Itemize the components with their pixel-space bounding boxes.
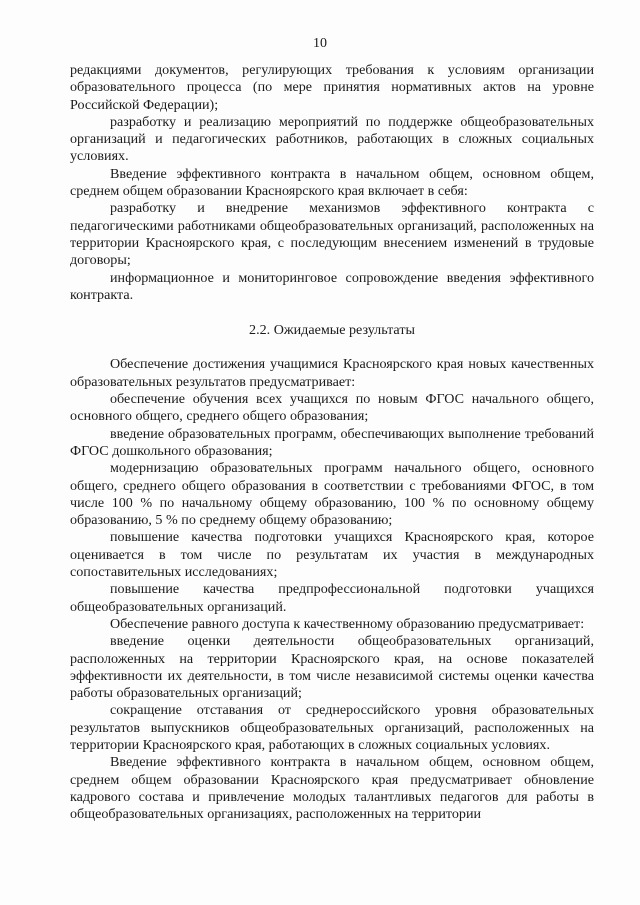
paragraph: обеспечение обучения всех учащихся по новым ФГОС начального общего, основного общего, среднего общего образования; (70, 391, 594, 425)
paragraph: сокращение отставания от среднероссийского уровня образовательных результатов выпускников общеобразовательных организаций, расположенных на территории Красноярского края, работающих в сложных социальных условиях. (70, 702, 594, 753)
paragraph: Введение эффективного контракта в начальном общем, основном общем, среднем общем образовании Красноярского края включает в себя: (70, 165, 594, 200)
document-body (70, 62, 594, 823)
paragraph: разработку и внедрение механизмов эффективного контракта с педагогическими работниками общеобразовательных организаций, расположенных на территории Красноярского края, с последующим внесением изменений в трудовые договоры; (70, 200, 594, 269)
paragraph: информационное и мониторинговое сопровождение введения эффективного контракта. (70, 269, 594, 303)
paragraph: разработку и реализацию мероприятий по поддержке общеобразовательных организаций и педагогических работников, работающих в сложных социальных условиях. (70, 113, 594, 165)
paragraph: редакциями документов, регулирующих требования к условиям организации образовательного процесса (по мере принятия нормативных актов на уровне Российской Федерации); (70, 62, 594, 113)
paragraph: повышение качества предпрофессиональной подготовки учащихся общеобразовательных организаций. (70, 581, 594, 615)
paragraph: введение образовательных программ, обеспечивающих выполнение требований ФГОС дошкольного образования; (70, 425, 594, 459)
section-heading: 2.2. Ожидаемые результаты (249, 322, 415, 339)
page-number: 10 (313, 36, 327, 51)
paragraph: Обеспечение равного доступа к качественному образованию предусматривает: (110, 615, 585, 632)
paragraph: Обеспечение достижения учащимися Красноярского края новых качественных образовательных результатов предусматривает: (70, 356, 594, 390)
paragraph: Введение эффективного контракта в начальном общем, основном общем, среднем общем образовании Красноярского края предусматривает обновление кадрового состава и привлечение молодых талантливых педагогов для работы в общеобразовательных организациях, расположенных на территории (70, 754, 594, 823)
paragraph: модернизацию образовательных программ начального общего, основного общего, среднего общего образования в соответствии с требованиями ФГОС, в том числе 100 % по начальному общему образованию, 100 % по основному общему образованию, 5 % по среднему общему образованию; (70, 460, 594, 529)
paragraph: введение оценки деятельности общеобразовательных организаций, расположенных на территории Красноярского края, на основе показателей эффективности их деятельности, в том числе независимой системы оценки качества работы образовательных организаций; (70, 633, 594, 702)
paragraph: повышение качества подготовки учащихся Красноярского края, которое оценивается в том числе по результатам их участия в международных сопоставительных исследованиях; (70, 529, 594, 581)
